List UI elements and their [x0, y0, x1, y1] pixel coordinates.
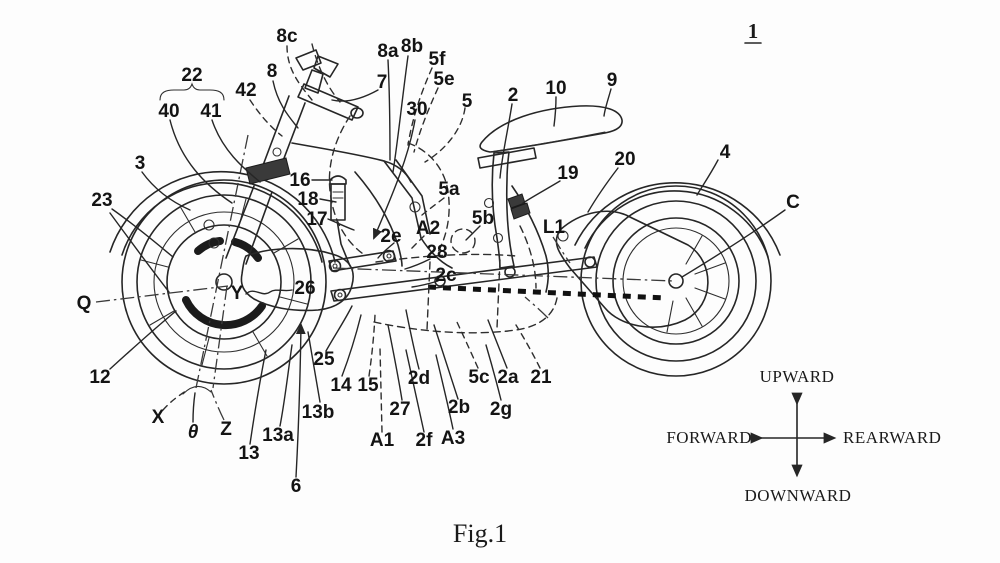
label-2d: 2d — [407, 368, 431, 390]
seat-post — [492, 152, 514, 268]
hatched-bushing — [246, 158, 290, 184]
label-20: 20 — [614, 149, 636, 171]
label-18: 18 — [297, 189, 319, 211]
label-13: 13 — [238, 443, 260, 465]
label-2b: 2b — [447, 397, 471, 419]
label-19: 19 — [557, 163, 579, 185]
label-42: 42 — [235, 80, 257, 102]
compass-forward-label: FORWARD — [666, 428, 752, 447]
label-2e: 2e — [380, 226, 402, 248]
z-axis-line — [213, 286, 227, 388]
seat — [480, 106, 622, 152]
label-5a: 5a — [438, 179, 460, 201]
label-13b: 13b — [301, 402, 335, 424]
label-22: 22 — [181, 65, 203, 87]
label-15: 15 — [357, 375, 379, 397]
label-17: 17 — [306, 209, 328, 231]
label-12: 12 — [89, 367, 111, 389]
label-Z: Z — [220, 419, 232, 441]
label-16: 16 — [289, 170, 311, 192]
compass-rearward-label: REARWARD — [843, 428, 942, 447]
label-5: 5 — [461, 91, 473, 113]
label-A3: A3 — [440, 428, 466, 450]
label-7: 7 — [376, 72, 388, 94]
label-28: 28 — [426, 242, 448, 264]
label-2: 2 — [507, 85, 519, 107]
lower-rail — [331, 257, 597, 301]
label-14: 14 — [330, 375, 352, 397]
label-5e: 5e — [433, 69, 455, 91]
label-6: 6 — [290, 476, 302, 498]
label-30: 30 — [406, 99, 428, 121]
label-theta: θ — [187, 422, 199, 444]
label-A2: A2 — [415, 218, 441, 240]
compass-downward-label: DOWNWARD — [744, 486, 852, 505]
reference-labels — [77, 26, 801, 497]
label-A1: A1 — [369, 430, 395, 452]
label-4: 4 — [719, 142, 731, 164]
label-3: 3 — [134, 153, 146, 175]
label-5f: 5f — [428, 49, 446, 71]
label-Q: Q — [76, 293, 92, 315]
label-26: 26 — [294, 278, 316, 300]
label-13a: 13a — [262, 425, 294, 447]
label-40: 40 — [158, 101, 180, 123]
label-25: 25 — [313, 349, 335, 371]
bracket-19 — [508, 194, 530, 219]
label-8: 8 — [266, 61, 278, 83]
label-10: 10 — [545, 78, 567, 100]
label-8c: 8c — [276, 26, 298, 48]
figure-caption: Fig.1 — [452, 519, 508, 548]
figure-number-text: 1 — [747, 19, 759, 43]
label-8a: 8a — [377, 41, 399, 63]
label-Y: Y — [230, 283, 244, 305]
label-27: 27 — [389, 399, 411, 421]
label-21: 21 — [530, 367, 552, 389]
compass-upward-label: UPWARD — [759, 367, 835, 386]
label-5b: 5b — [471, 208, 495, 230]
label-2c: 2c — [435, 265, 457, 287]
label-41: 41 — [200, 101, 222, 123]
theta-brace — [183, 386, 211, 394]
label-8b: 8b — [400, 36, 424, 58]
brace-22 — [160, 84, 224, 100]
label-2a: 2a — [497, 367, 519, 389]
label-2g: 2g — [489, 399, 513, 421]
direction-compass — [666, 367, 941, 505]
figure-number — [745, 19, 761, 43]
label-C: C — [786, 192, 800, 214]
label-9: 9 — [606, 70, 618, 92]
label-5c: 5c — [468, 367, 490, 389]
label-23: 23 — [91, 190, 113, 212]
label-L1: L1 — [542, 217, 566, 239]
label-X: X — [151, 407, 165, 429]
q-axis-line — [96, 286, 228, 302]
label-2f: 2f — [415, 430, 433, 452]
